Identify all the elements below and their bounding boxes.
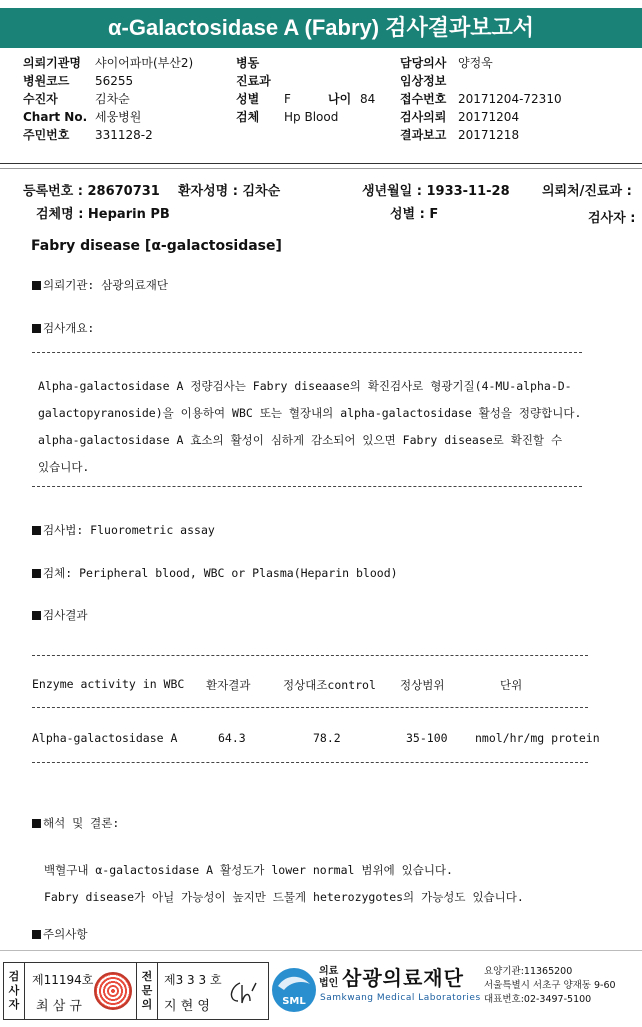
specimen-name: 검체명 : Heparin PB: [36, 207, 170, 222]
org-phone: 대표번호:02-3497-5100: [484, 994, 592, 1005]
age-label: 나이: [328, 92, 352, 106]
org-contact: [484, 965, 616, 1007]
table-header-cell: 정상대조control: [283, 678, 376, 692]
date-of-birth: 생년월일 : 1933-11-28: [362, 184, 510, 199]
seal-stamp-icon: [94, 972, 132, 1010]
specialist-license: 제3 3 3 호: [164, 973, 222, 987]
age-value: 84: [360, 92, 376, 106]
overview-title: 검사개요:: [32, 320, 94, 336]
caution-title: 주의사항: [32, 926, 87, 942]
header-row: 진료과: [236, 74, 271, 88]
examiner-label: 검사자: [4, 963, 25, 1019]
report-title: α-Galactosidase A (Fabry) 검사결과보고서: [0, 8, 642, 48]
specimen-line: 검체: Peripheral blood, WBC or Plasma(Heparin blood): [32, 565, 398, 581]
org-name: 삼광의료재단: [342, 966, 464, 990]
table-header-cell: 정상범위: [400, 678, 445, 692]
header-row: 담당의사 양정욱: [400, 56, 493, 70]
specialist-label: 전문의: [136, 963, 158, 1019]
method-line: 검사법: Fluorometric assay: [32, 522, 215, 538]
header-row: 접수번호 20171204-72310: [400, 92, 562, 106]
overview-text: [38, 373, 581, 481]
header-row: 성별 F 나이 84: [236, 92, 376, 106]
header-divider: [0, 168, 642, 169]
overview-line: Alpha-galactosidase A 정량검사는 Fabry diseaase의 확진검사로 형광기질(4-MU-alpha-D-: [38, 379, 572, 393]
header-row: 수진자 김차순: [23, 92, 130, 106]
results-title: 검사결과: [32, 607, 87, 623]
overview-line: alpha-galactosidase A 효소의 활성이 심하게 감소되어 있으면 Fabry disease로 확진할 수: [38, 433, 563, 447]
footer-divider: [0, 950, 642, 951]
header-row: 검체 Hp Blood: [236, 110, 339, 124]
square-bullet-icon: [32, 526, 41, 535]
header-row: 의뢰기관명 샤이어파마(부산2): [23, 56, 194, 70]
table-header-cell: Enzyme activity in WBC: [32, 677, 185, 691]
header-row: 주민번호 331128-2: [23, 128, 153, 142]
header-row: 결과보고 20171218: [400, 128, 520, 142]
org-corp-label: 의료 법인: [319, 966, 339, 989]
org-address: 서울특별시 서초구 양재동 9-60: [484, 980, 616, 991]
header-row: 임상정보: [400, 74, 447, 88]
interpretation-title: 해석 및 결론:: [32, 815, 119, 831]
patient-sex: 성별 : F: [390, 207, 439, 222]
dashed-rule: [32, 486, 582, 487]
dashed-rule: [32, 352, 582, 353]
signature-icon: [226, 979, 262, 1007]
registration-number: 등록번호 : 28670731: [23, 184, 160, 199]
overview-line: galactopyranoside)을 이용하여 WBC 또는 혈장내의 alpha-galactosidase 활성을 정량합니다.: [38, 406, 582, 420]
institution-line: 의뢰기관: 삼광의료재단: [32, 277, 168, 293]
interpretation-text: [44, 857, 524, 911]
dashed-rule: [32, 655, 588, 656]
dashed-rule: [32, 707, 588, 708]
examiner-name: 최 삼 규: [36, 999, 82, 1014]
table-row-cell: 35-100: [406, 731, 448, 745]
table-row-cell: nmol/hr/mg protein: [475, 731, 600, 745]
report-heading: Fabry disease [α-galactosidase]: [31, 238, 282, 254]
table-header-cell: 환자결과: [206, 678, 251, 692]
org-english-name: Samkwang Medical Laboratories: [320, 993, 481, 1003]
header-row: 검사의뢰 20171204: [400, 110, 520, 124]
header-right: [400, 54, 562, 144]
square-bullet-icon: [32, 281, 41, 290]
dashed-rule: [32, 762, 588, 763]
square-bullet-icon: [32, 930, 41, 939]
table-row-cell: Alpha-galactosidase A: [32, 731, 178, 745]
examiner-license: 제11194호: [32, 973, 94, 987]
interpretation-line: 백혈구내 α-galactosidase A 활성도가 lower normal 범위에 있습니다.: [44, 863, 453, 877]
header-row: Chart No. 세웅병원: [23, 110, 142, 124]
overview-line: 있습니다.: [38, 460, 90, 474]
sml-logo-icon: SML: [272, 968, 316, 1012]
signature-box: [3, 962, 269, 1020]
interpretation-line: Fabry disease가 아닐 가능성이 높지만 드물게 heterozygotes의 가능성도 있습니다.: [44, 890, 524, 904]
patient-name: 환자성명 : 김차순: [178, 184, 281, 199]
table-row-cell: 78.2: [313, 731, 341, 745]
org-code: 요양기관:11365200: [484, 966, 573, 977]
table-header-cell: 단위: [500, 678, 523, 692]
header-mid: [236, 54, 375, 126]
header-row: 병동: [236, 56, 260, 70]
square-bullet-icon: [32, 569, 41, 578]
square-bullet-icon: [32, 611, 41, 620]
header-row: 병원코드 56255: [23, 74, 134, 88]
examiner: 검사자 :: [588, 211, 636, 226]
table-row-cell: 64.3: [218, 731, 246, 745]
square-bullet-icon: [32, 819, 41, 828]
header-divider: [0, 163, 642, 164]
specialist-name: 지 현 영: [164, 999, 210, 1014]
header-left: [23, 54, 193, 144]
square-bullet-icon: [32, 324, 41, 333]
referrer: 의뢰처/진료과 :: [542, 184, 632, 199]
